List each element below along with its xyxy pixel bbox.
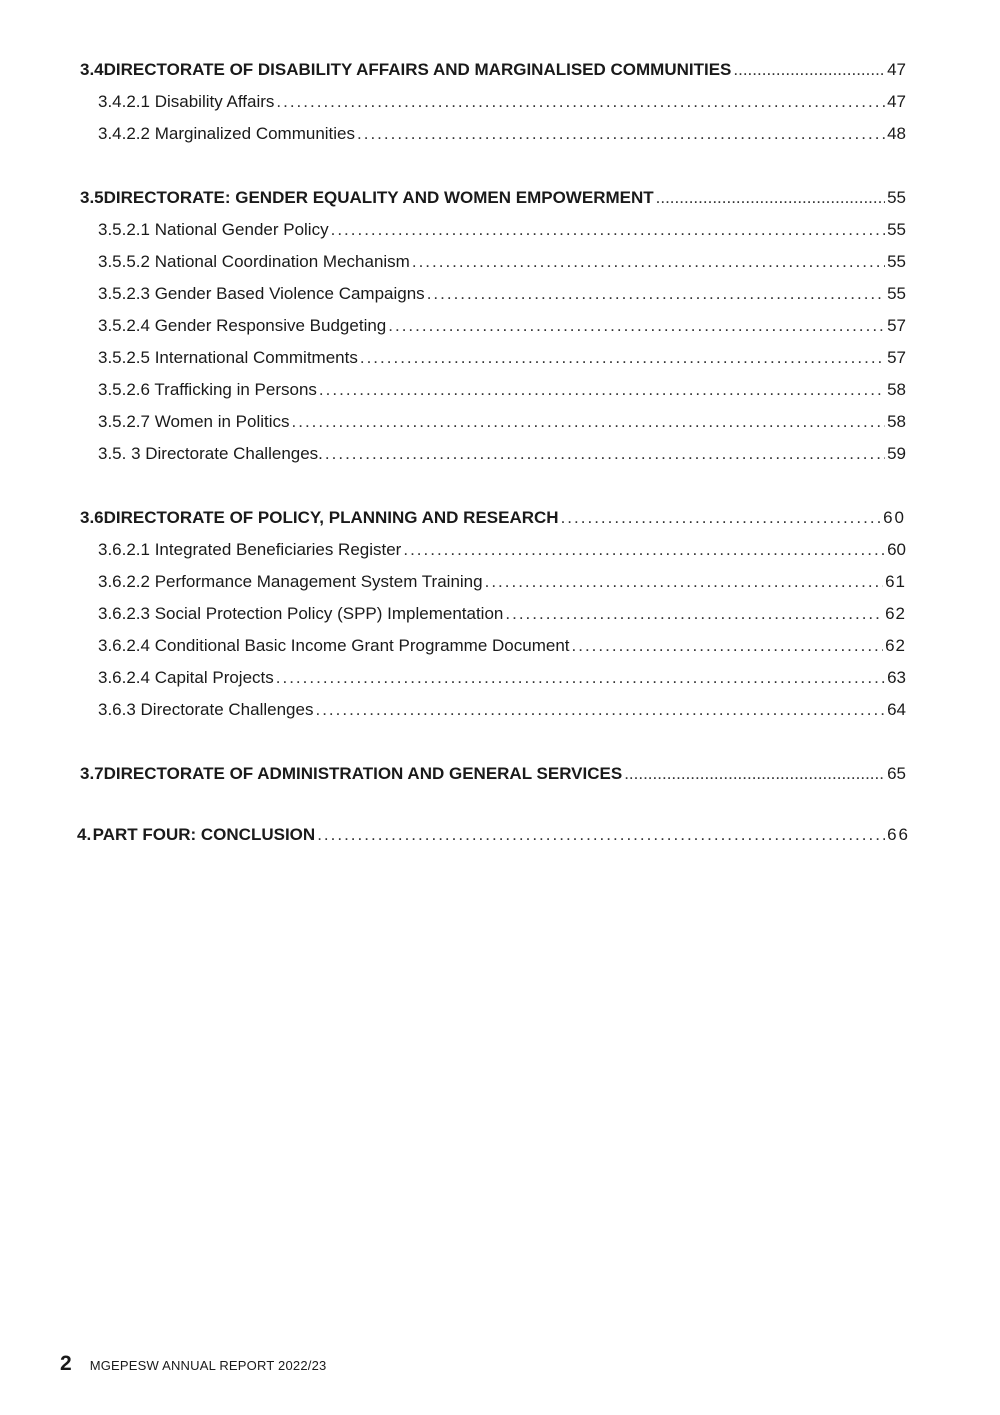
page-number: 64 <box>887 700 906 719</box>
entry-title: 3.5.2.3 Gender Based Violence Campaigns <box>98 284 425 303</box>
page-number: 47 <box>887 60 906 79</box>
section-number: 4. <box>77 825 92 844</box>
page-number: 47 <box>887 92 906 111</box>
entry-title: 3.6.2.1 Integrated Beneficiaries Register <box>98 540 402 559</box>
dot-leader <box>403 536 885 564</box>
section-title: PART FOUR: CONCLUSION <box>92 825 316 844</box>
dot-leader <box>360 344 885 372</box>
dot-leader <box>276 88 885 116</box>
page-footer <box>60 1352 326 1376</box>
page-number: 62 <box>885 604 906 623</box>
dot-leader <box>315 696 885 724</box>
dot-leader <box>733 56 885 84</box>
toc-entry-3-6-2-4-capital[interactable] <box>98 664 906 692</box>
section-title: DIRECTORATE OF ADMINISTRATION AND GENERAL SERVICES <box>103 764 623 783</box>
page-number: 57 <box>887 316 906 335</box>
section-title: DIRECTORATE OF DISABILITY AFFAIRS AND MARGINALISED COMMUNITIES <box>103 60 732 79</box>
dot-leader <box>656 184 885 212</box>
page-number: 57 <box>887 348 906 367</box>
entry-title: 3.6.2.3 Social Protection Policy (SPP) Implementation <box>98 604 504 623</box>
entry-title: 3.5. 3 Directorate Challenges. <box>98 444 323 463</box>
entry-title: 3.5.2.7 Women in Politics <box>98 412 290 431</box>
dot-leader <box>325 440 885 468</box>
section-title: DIRECTORATE: GENDER EQUALITY AND WOMEN EMPOWERMENT <box>103 188 654 207</box>
dot-leader <box>412 248 885 276</box>
footer-report-title: MGEPESW ANNUAL REPORT 2022/23 <box>89 1358 327 1373</box>
page-number: 62 <box>885 636 906 655</box>
toc-entry-3-5-3[interactable] <box>98 440 906 468</box>
toc-section-3-7[interactable] <box>80 760 906 788</box>
entry-title: 3.6.2.4 Conditional Basic Income Grant Programme Document <box>98 636 570 655</box>
dot-leader <box>427 280 885 308</box>
toc-entry-3-6-3[interactable] <box>98 696 906 724</box>
section-title: DIRECTORATE OF POLICY, PLANNING AND RESEARCH <box>103 508 559 527</box>
page-number: 60 <box>883 508 906 527</box>
toc-entry-3-6-2-2[interactable] <box>98 568 906 596</box>
dot-leader <box>485 568 883 596</box>
dot-leader <box>624 760 885 788</box>
page-number: 55 <box>887 252 906 271</box>
dot-leader <box>331 216 885 244</box>
section-number: 3.6 <box>80 508 104 527</box>
entry-title: 3.5.2.6 Trafficking in Persons <box>98 380 317 399</box>
page-number: 58 <box>887 380 906 399</box>
toc-section-3-6[interactable] <box>80 504 906 532</box>
section-number: 3.7 <box>80 764 104 783</box>
dot-leader <box>572 632 884 660</box>
entry-title: 3.4.2.1 Disability Affairs <box>98 92 275 111</box>
toc-entry-3-4-2-1[interactable] <box>98 88 906 116</box>
toc-entry-3-5-5-2[interactable] <box>98 248 906 276</box>
entry-title: 3.6.2.4 Capital Projects <box>98 668 274 687</box>
dot-leader <box>292 408 886 436</box>
page-number: 61 <box>885 572 906 591</box>
footer-page-number: 2 <box>60 1352 72 1375</box>
section-number: 3.5 <box>80 188 104 207</box>
dot-leader <box>561 504 882 532</box>
entry-title: 3.6.2.2 Performance Management System Training <box>98 572 483 591</box>
dot-leader <box>319 376 885 404</box>
entry-title: 3.6.3 Directorate Challenges <box>98 700 314 719</box>
page-number: 66 <box>887 825 910 844</box>
entry-title: 3.4.2.2 Marginalized Communities <box>98 124 356 143</box>
page-number: 65 <box>887 764 906 783</box>
page-number: 48 <box>887 124 906 143</box>
toc-entry-3-6-2-3[interactable] <box>98 600 906 628</box>
toc-section-3-5[interactable] <box>80 184 906 212</box>
toc-entry-3-5-2-5[interactable] <box>98 344 906 372</box>
dot-leader <box>317 821 885 849</box>
dot-leader <box>505 600 883 628</box>
toc-entry-3-5-2-7[interactable] <box>98 408 906 436</box>
page-number: 58 <box>887 412 906 431</box>
toc-entry-3-4-2-2[interactable] <box>98 120 906 148</box>
page-number: 60 <box>887 540 906 559</box>
page-number: 55 <box>887 188 906 207</box>
toc-entry-3-5-2-1[interactable] <box>98 216 906 244</box>
toc-entry-3-5-2-6[interactable] <box>98 376 906 404</box>
page-number: 59 <box>887 444 906 463</box>
toc-part-4[interactable] <box>77 821 910 849</box>
toc-entry-3-6-2-1[interactable] <box>98 536 906 564</box>
toc-section-3-4[interactable] <box>80 56 906 84</box>
toc-entry-3-5-2-4[interactable] <box>98 312 906 340</box>
page-number: 55 <box>887 220 906 239</box>
page-number: 55 <box>887 284 906 303</box>
section-number: 3.4 <box>80 60 104 79</box>
entry-title: 3.5.2.4 Gender Responsive Budgeting <box>98 316 387 335</box>
entry-title: 3.5.2.5 International Commitments <box>98 348 358 367</box>
dot-leader <box>276 664 885 692</box>
page-number: 63 <box>887 668 906 687</box>
toc-entry-3-6-2-4-cbig[interactable] <box>98 632 906 660</box>
entry-title: 3.5.2.1 National Gender Policy <box>98 220 329 239</box>
toc-entry-3-5-2-3[interactable] <box>98 280 906 308</box>
entry-title: 3.5.5.2 National Coordination Mechanism <box>98 252 410 271</box>
dot-leader <box>357 120 885 148</box>
dot-leader <box>388 312 885 340</box>
